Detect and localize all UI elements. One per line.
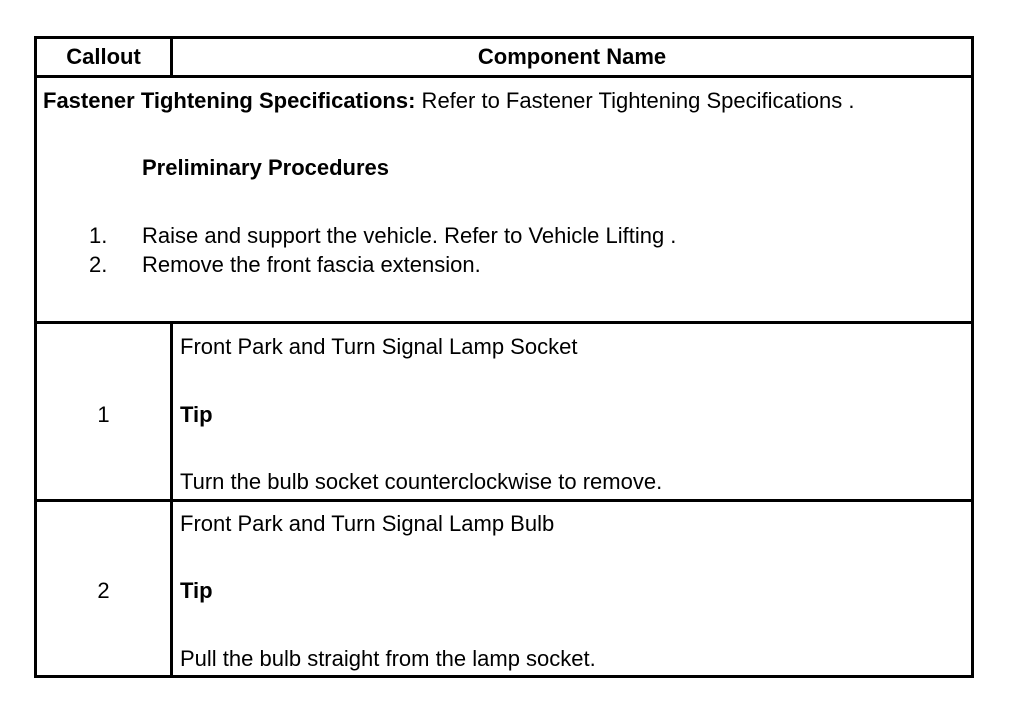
procedure-table: [34, 36, 974, 678]
step-text: Raise and support the vehicle. Refer to Vehicle Lifting .: [142, 223, 677, 248]
tip-label: Tip: [180, 578, 213, 603]
component-name: Front Park and Turn Signal Lamp Bulb: [180, 511, 555, 536]
tip-text: Pull the bulb straight from the lamp socket.: [180, 646, 596, 671]
preliminary-procedures-title: Preliminary Procedures: [142, 155, 390, 180]
specifications-section: [37, 78, 971, 324]
fastener-spec-line: [43, 88, 854, 114]
step-number: 1.: [89, 223, 108, 248]
callout-number: 1: [97, 402, 110, 427]
tip-label: Tip: [180, 402, 213, 427]
callout-number: 2: [97, 578, 110, 603]
callout-row: [37, 502, 971, 675]
fastener-spec-label: Fastener Tightening Specifications:: [43, 88, 416, 113]
fastener-spec-text: Refer to Fastener Tightening Specifications .: [415, 88, 855, 113]
tip-text: Turn the bulb socket counterclockwise to remove.: [180, 469, 663, 494]
component-name: Front Park and Turn Signal Lamp Socket: [180, 334, 578, 359]
callout-row: [37, 324, 971, 502]
callout-header: Callout: [37, 39, 173, 75]
callout-cell: [37, 324, 173, 499]
step-number: 2.: [89, 252, 108, 277]
component-name-header: Component Name: [477, 44, 667, 69]
step-text: Remove the front fascia extension.: [142, 252, 481, 277]
header-row: [37, 39, 971, 78]
callout-cell: [37, 502, 173, 675]
